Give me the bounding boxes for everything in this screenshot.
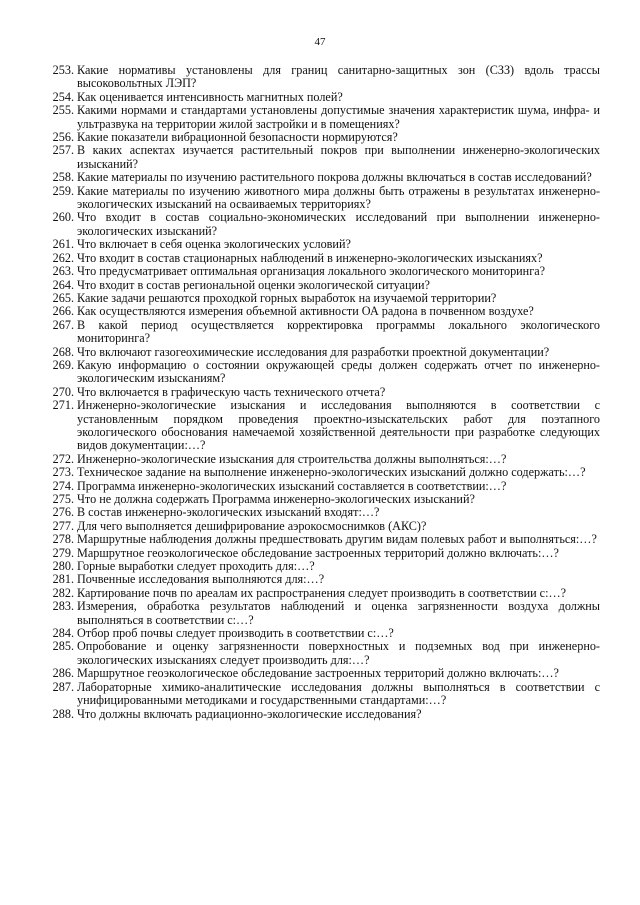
question-item <box>40 708 600 721</box>
question-number: 287. <box>52 679 74 694</box>
question-number: 280. <box>52 559 74 574</box>
question-text: В какой период осуществляется корректировка программы локального экологического мониторинга? <box>77 317 600 346</box>
question-item <box>40 560 600 573</box>
question-text: Что должны включать радиационно-экологические исследования? <box>77 706 422 721</box>
question-item <box>40 91 600 104</box>
question-number: 255. <box>52 103 74 118</box>
question-text: Отбор проб почвы следует производить в соответствии с:…? <box>77 626 394 641</box>
question-text: Что предусматривает оптимальная организация локального экологического мониторинга? <box>77 264 546 279</box>
question-number: 270. <box>52 384 74 399</box>
question-item <box>40 547 600 560</box>
question-text: Что включается в графическую часть технического отчета? <box>77 384 386 399</box>
question-item <box>40 265 600 278</box>
question-text: Картирование почв по ареалам их распространения следует производить в соответствии с:…? <box>77 585 567 600</box>
question-number: 259. <box>52 183 74 198</box>
question-number: 283. <box>52 599 74 614</box>
question-item <box>40 533 600 546</box>
question-text: Маршрутное геоэкологическое обследование застроенных территорий должно включать:…? <box>77 545 559 560</box>
question-item <box>40 144 600 171</box>
question-text: Техническое задание на выполнение инженерно-экологических изысканий должно содержать:…? <box>77 465 586 480</box>
question-number: 264. <box>52 277 74 292</box>
question-item <box>40 185 600 212</box>
question-text: Горные выработки следует проходить для:…? <box>77 559 315 574</box>
question-item <box>40 681 600 708</box>
question-item <box>40 211 600 238</box>
page-number: 47 <box>314 36 326 48</box>
question-item <box>40 252 600 265</box>
question-text: Какими нормами и стандартами установлены допустимые значения характеристик шума, инфра- и ультразвука на территории жилой застройки и в помещениях? <box>77 103 600 131</box>
question-item <box>40 453 600 466</box>
question-item <box>40 346 600 359</box>
question-number: 271. <box>52 398 74 413</box>
question-text: Почвенные исследования выполняются для:…? <box>77 572 325 587</box>
question-number: 274. <box>52 478 74 493</box>
question-text: Что включает в себя оценка экологических условий? <box>77 237 351 252</box>
question-item <box>40 493 600 506</box>
question-number: 273. <box>52 465 74 480</box>
question-item <box>40 131 600 144</box>
question-list <box>40 64 600 721</box>
question-number: 279. <box>52 545 74 560</box>
question-number: 266. <box>52 304 74 319</box>
question-item <box>40 640 600 667</box>
question-item <box>40 104 600 131</box>
question-number: 260. <box>52 210 74 225</box>
question-item <box>40 359 600 386</box>
question-text: Какие материалы по изучению растительного покрова должны включаться в состав исследований? <box>77 170 592 185</box>
question-text: Какие материалы по изучению животного мира должны быть отражены в результатах инженерно-экологических изысканий на осваиваемых территориях? <box>77 183 600 212</box>
question-number: 265. <box>52 290 74 305</box>
question-text: Какие показатели вибрационной безопасности нормируются? <box>77 130 398 145</box>
question-number: 272. <box>52 451 74 466</box>
question-number: 267. <box>52 317 74 332</box>
question-item <box>40 386 600 399</box>
question-text: Что не должна содержать Программа инженерно-экологических изысканий? <box>77 492 475 506</box>
question-text: Измерения, обработка результатов наблюдений и оценка загрязненности воздуха должны выполняться в соответствии с:…? <box>77 599 600 627</box>
question-item <box>40 238 600 251</box>
question-number: 275. <box>52 492 74 506</box>
question-number: 282. <box>52 585 74 600</box>
question-text: В каких аспектах изучается растительный покров при выполнении инженерно-экологических изысканий? <box>77 143 600 171</box>
question-item <box>40 64 600 91</box>
question-number: 256. <box>52 130 74 145</box>
question-number: 281. <box>52 572 74 587</box>
question-number: 286. <box>52 666 74 681</box>
question-number: 263. <box>52 264 74 279</box>
question-text: Опробование и оценку загрязненности поверхностных и подземных вод при инженерно-экологических изысканиях следует производить для:…? <box>77 639 600 667</box>
question-text: Лабораторные химико-аналитические исследования должны выполняться в соответствии с унифицированными методиками и государственными стандартами:…? <box>77 679 600 708</box>
question-number: 258. <box>52 170 74 185</box>
question-number: 288. <box>52 706 74 721</box>
question-item <box>40 520 600 533</box>
question-number: 257. <box>52 143 74 158</box>
question-number: 262. <box>52 250 74 265</box>
question-item <box>40 279 600 292</box>
question-item <box>40 319 600 346</box>
question-item <box>40 171 600 184</box>
question-text: Как осуществляются измерения объемной активности ОА радона в почвенном воздухе? <box>77 304 534 319</box>
question-item <box>40 466 600 479</box>
question-number: 268. <box>52 344 74 359</box>
question-text: Для чего выполняется дешифрирование аэрокосмоснимков (АКС)? <box>77 518 427 533</box>
question-item <box>40 667 600 680</box>
question-item <box>40 305 600 318</box>
question-text: Что входит в состав стационарных наблюдений в инженерно-экологических изысканиях? <box>77 250 543 265</box>
question-text: Маршрутное геоэкологическое обследование застроенных территорий должно включать:…? <box>77 666 559 681</box>
question-text: Что входит в состав региональной оценки экологической ситуации? <box>77 277 430 292</box>
question-number: 277. <box>52 518 74 533</box>
question-item <box>40 600 600 627</box>
question-item <box>40 573 600 586</box>
question-number: 261. <box>52 237 74 252</box>
question-item <box>40 506 600 519</box>
question-text: Какие задачи решаются проходкой горных выработок на изучаемой территории? <box>77 290 497 305</box>
question-number: 253. <box>52 63 74 77</box>
question-number: 285. <box>52 639 74 654</box>
question-text: Программа инженерно-экологических изысканий составляется в соответствии:…? <box>77 478 507 493</box>
question-item <box>40 399 600 453</box>
question-text: Какие нормативы установлены для границ санитарно-защитных зон (СЗЗ) вдоль трассы высоковольтных ЛЭП? <box>77 63 600 91</box>
question-number: 269. <box>52 357 74 372</box>
question-text: Как оценивается интенсивность магнитных полей? <box>77 89 343 104</box>
question-text: Маршрутные наблюдения должны предшествовать другим видам полевых работ и выполняться:…? <box>77 532 597 547</box>
question-text: Инженерно-экологические изыскания для строительства должны выполняться:…? <box>77 451 507 466</box>
question-item <box>40 587 600 600</box>
question-item <box>40 480 600 493</box>
question-number: 254. <box>52 89 74 104</box>
question-number: 278. <box>52 532 74 547</box>
question-text: Что входит в состав социально-экономических исследований при выполнении инженерно-экологических изысканий? <box>77 210 600 238</box>
question-text: Какую информацию о состоянии окружающей среды должен содержать отчет по инженерно-экологическим изысканиям? <box>77 357 600 386</box>
question-number: 284. <box>52 626 74 641</box>
question-item <box>40 292 600 305</box>
question-text: Инженерно-экологические изыскания и исследования выполняются в соответствии с установленным порядком проведения проектно-изыскательских работ для поэтапного экологического обоснования намечаемой хозяйственной деятельности при разработке следующих видов документации:…? <box>77 398 600 453</box>
question-number: 276. <box>52 505 74 520</box>
question-item <box>40 627 600 640</box>
question-text: В состав инженерно-экологических изысканий входят:…? <box>77 505 380 520</box>
question-text: Что включают газогеохимические исследования для разработки проектной документации? <box>77 344 550 359</box>
